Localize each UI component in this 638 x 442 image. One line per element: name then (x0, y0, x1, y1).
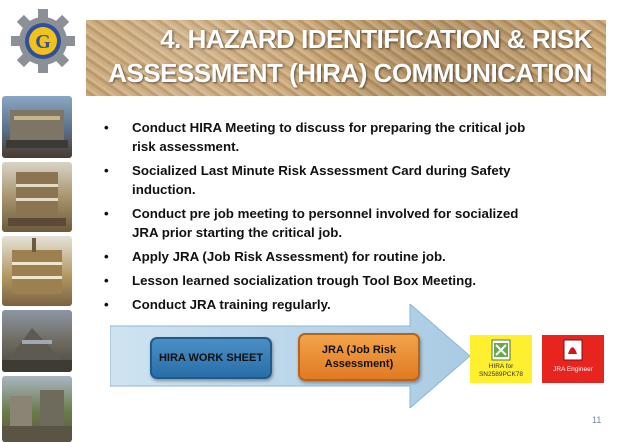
page-number: 11 (592, 415, 602, 425)
excel-file-icon (491, 339, 511, 361)
photo-offshore-module-3 (2, 236, 72, 306)
bullet-item: • Lesson learned socialization trough Tool Box Meeting. (104, 273, 477, 288)
photo-strip (0, 96, 74, 442)
bullet-dot: • (104, 249, 109, 264)
bullet-item: • Conduct HIRA Meeting to discuss for preparing the critical job risk assessment. (104, 120, 526, 154)
slide-title (86, 22, 606, 90)
bullet-item: • Conduct JRA training regularly. (104, 297, 331, 312)
pdf-file-icon (563, 339, 583, 361)
bullet-dot: • (104, 206, 109, 221)
logo-letter: G (35, 31, 51, 53)
photo-construction-site (2, 376, 72, 442)
photo-offshore-module-1 (2, 96, 72, 158)
jra-pdf-file[interactable] (542, 335, 604, 383)
pdf-file-caption: JRA Engineer (553, 366, 593, 373)
bullet-item: • Conduct pre job meeting to personnel involved for socialized JRA prior starting the critical job. (104, 206, 519, 240)
bullet-item: • Apply JRA (Job Risk Assessment) for routine job. (104, 249, 446, 264)
bullet-dot: • (104, 120, 109, 135)
title-line-1: 4. HAZARD IDENTIFICATION & RISK (160, 24, 592, 54)
bullet-dot: • (104, 297, 109, 312)
jra-box: JRA (Job Risk Assessment) (298, 333, 420, 381)
title-line-2: ASSESSMENT (HIRA) COMMUNICATION (108, 58, 592, 88)
hira-worksheet-box: HIRA WORK SHEET (150, 337, 272, 379)
bullet-dot: • (104, 273, 109, 288)
bullet-list (104, 118, 574, 319)
photo-fabrication-yard (2, 310, 72, 372)
gear-logo-icon (10, 8, 76, 74)
hira-excel-file[interactable] (470, 335, 532, 383)
bullet-dot: • (104, 163, 109, 178)
excel-file-caption: HIRA for SN2589PCK78 (478, 363, 524, 378)
bullet-item: • Socialized Last Minute Risk Assessment Card during Safety induction. (104, 163, 511, 197)
photo-offshore-module-2 (2, 162, 72, 232)
